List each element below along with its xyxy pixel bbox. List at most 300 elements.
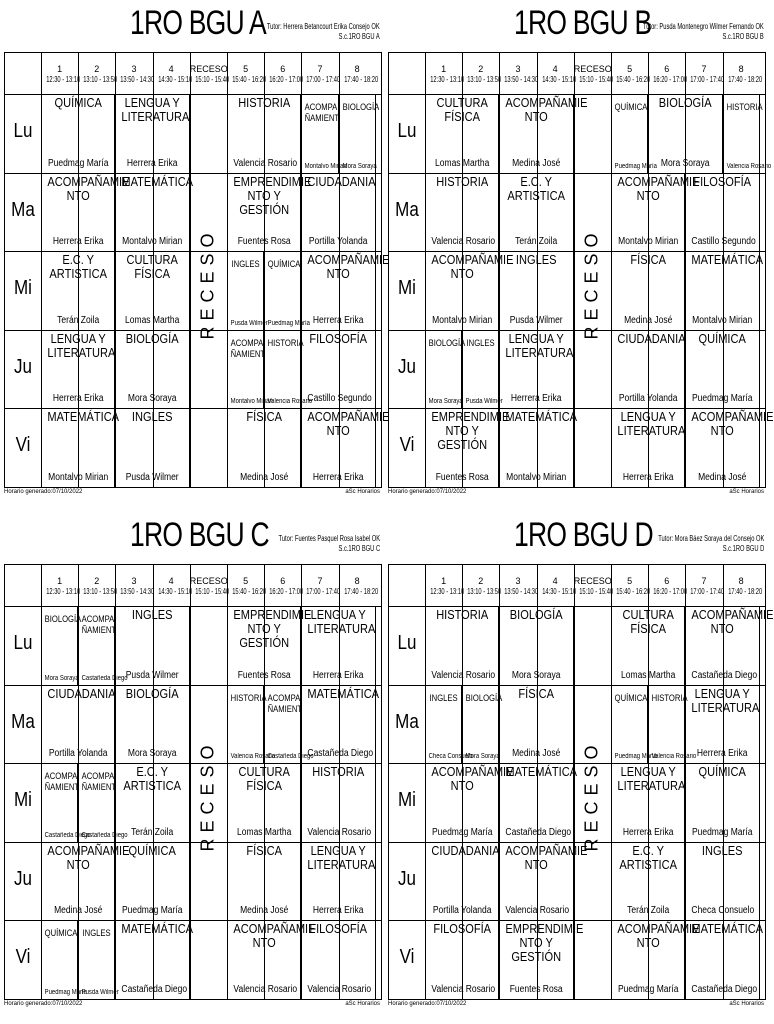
subject-name: FÍSICA: [518, 685, 555, 701]
lesson-cell[interactable]: [115, 251, 189, 330]
period-time: 13:50 - 14:30: [504, 587, 539, 596]
subject-name: QUÍMICA: [698, 330, 747, 346]
tutor-name: Tutor: Mora Báez Soraya del Consejo OK: [657, 534, 764, 543]
subject-name: EMPRENDIMIE NTO Y GESTIÓN: [431, 409, 510, 453]
period-number: 4: [168, 64, 174, 74]
lesson-cell[interactable]: [227, 330, 273, 409]
period-time: 14:30 - 15:10: [541, 75, 576, 84]
lesson-cell[interactable]: [41, 173, 130, 252]
lesson-cell[interactable]: [227, 763, 301, 842]
teacher-name: Pusda Wilmer: [81, 988, 119, 996]
lesson-cell[interactable]: [301, 685, 380, 764]
period-number: 6: [664, 576, 670, 586]
period-time: 17:00 - 17:40: [690, 587, 725, 596]
period-number: 3: [131, 64, 137, 74]
lesson-cell[interactable]: [611, 94, 657, 173]
lesson-cell[interactable]: [339, 94, 379, 173]
subject-name: QUÍMICA: [614, 692, 648, 703]
subject-name: HISTORIA: [436, 173, 489, 189]
lesson-cell[interactable]: [264, 330, 313, 409]
teacher-name: Mora Soraya: [465, 753, 500, 761]
period-number: 6: [280, 64, 286, 74]
period-number: 2: [478, 576, 484, 586]
period-number: 4: [552, 576, 558, 586]
teacher-name: Lomas Martha: [237, 826, 292, 838]
subject-name: ACOMPAÑAMIE NTO: [431, 764, 514, 794]
day-label: Ma: [395, 198, 419, 221]
subject-name: CULTURA FÍSICA: [238, 764, 290, 794]
lesson-cell[interactable]: [499, 330, 573, 409]
day-label: Mi: [398, 789, 416, 812]
teacher-name: Fuentes Rosa: [237, 669, 291, 681]
lesson-cell[interactable]: [425, 173, 499, 252]
day-label: Vi: [399, 946, 415, 969]
period-time: 15:40 - 16:20: [232, 75, 267, 84]
period-number: RECESO: [189, 64, 228, 74]
teacher-name: Herrera Erika: [622, 826, 674, 838]
lesson-cell[interactable]: [115, 920, 194, 999]
teacher-name: Herrera Erika: [511, 393, 562, 405]
teacher-name: Puedmag María: [614, 162, 657, 170]
lesson-cell[interactable]: [115, 763, 189, 842]
receso-label: RECESO: [197, 226, 218, 339]
period-number: 7: [701, 64, 707, 74]
lesson-cell[interactable]: [685, 606, 774, 685]
teacher-name: Herrera Erika: [127, 157, 178, 169]
day-label: Lu: [13, 120, 33, 142]
subject-name: INGLES: [702, 842, 743, 858]
subject-name: ACOMPAÑAMIE NTO: [505, 842, 588, 872]
period-time: 17:40 - 18:20: [343, 587, 378, 596]
subject-name: QUÍMICA: [44, 928, 78, 939]
teacher-name: Puedmag María: [47, 157, 109, 169]
period-number: 1: [441, 576, 447, 586]
lesson-cell[interactable]: [685, 920, 764, 999]
subject-name: ACOMPAÑAMIE NTO: [617, 173, 700, 203]
lesson-cell[interactable]: [611, 251, 685, 330]
subject-name: E.C. Y ARTISTICA: [619, 842, 677, 872]
lesson-cell[interactable]: [425, 685, 473, 764]
teacher-name: Valencia Rosario: [505, 905, 570, 917]
teacher-name: Portilla Yolanda: [618, 393, 678, 405]
lesson-cell[interactable]: [611, 173, 700, 252]
day-label: Lu: [397, 120, 417, 142]
subject-name: ACOMPAÑAMIE NTO: [691, 607, 774, 636]
teacher-name: Castillo Segundo: [307, 393, 373, 405]
lesson-cell[interactable]: [425, 763, 514, 842]
teacher-name: Puedmag María: [431, 826, 493, 838]
tutor-info: [643, 22, 764, 42]
subject-name: HISTORIA: [267, 337, 304, 348]
room-label: S.c.1RO BGU A: [339, 32, 380, 41]
lesson-cell[interactable]: [648, 94, 722, 173]
lesson-cell[interactable]: [611, 685, 657, 764]
lesson-cell[interactable]: [115, 330, 189, 409]
subject-name: ACOMPA ÑAMIENT: [81, 614, 117, 635]
subject-name: LENGUA Y LITERATURA: [617, 409, 686, 439]
teacher-name: Pusda Wilmer: [126, 669, 180, 681]
subject-name: E.C. Y ARTISTICA: [49, 252, 107, 282]
teacher-name: Castañeda Diego: [691, 669, 758, 681]
teacher-name: Terán Zoila: [515, 236, 558, 248]
lesson-cell[interactable]: [425, 408, 510, 487]
subject-name: CIUDADANIA: [47, 685, 116, 701]
teacher-name: Portilla Yolanda: [48, 748, 108, 760]
lesson-cell[interactable]: [499, 94, 588, 173]
lesson-cell[interactable]: [301, 94, 348, 173]
subject-name: BIOLOGÍA: [465, 692, 503, 703]
teacher-name: Montalvo Mirian: [230, 398, 273, 406]
teacher-name: Valencia Rosario: [431, 669, 496, 681]
subject-name: QUÍMICA: [698, 764, 747, 780]
lesson-cell[interactable]: [685, 842, 759, 921]
lesson-cell[interactable]: [227, 173, 312, 252]
lesson-cell[interactable]: [499, 251, 573, 330]
lesson-cell[interactable]: [227, 842, 301, 921]
lesson-cell[interactable]: [301, 763, 375, 842]
subject-name: INGLES: [82, 928, 111, 939]
lesson-cell[interactable]: [425, 842, 499, 921]
teacher-name: Medina José: [698, 471, 747, 483]
period-time: 15:40 - 16:20: [232, 587, 267, 596]
subject-name: ACOMPA ÑAMIENT: [44, 771, 80, 793]
period-time: 16:20 - 17:00: [653, 75, 688, 84]
lesson-cell[interactable]: [78, 920, 119, 999]
day-label: Vi: [15, 946, 31, 969]
subject-name: MATEMÁTICA: [505, 764, 578, 780]
subject-name: CULTURA FÍSICA: [436, 95, 488, 124]
lesson-cell[interactable]: [611, 920, 700, 999]
period-time: 13:10 - 13:50: [467, 587, 502, 596]
lesson-cell[interactable]: [227, 685, 276, 764]
period-time: 12:30 - 13:10: [430, 587, 465, 596]
period-time: 12:30 - 13:10: [430, 75, 465, 84]
period-time: 12:30 - 13:10: [46, 75, 81, 84]
period-time: 13:50 - 14:30: [120, 587, 155, 596]
teacher-name: Medina José: [512, 748, 561, 760]
lesson-cell[interactable]: [425, 330, 466, 409]
teacher-name: Valencia Rosario: [307, 983, 372, 995]
subject-name: CIUDADANIA: [617, 330, 686, 346]
teacher-name: Montalvo Mirian: [692, 314, 753, 326]
subject-name: INGLES: [132, 409, 173, 425]
day-label: Ma: [395, 710, 419, 733]
lesson-cell[interactable]: [499, 763, 578, 842]
lesson-cell[interactable]: [227, 94, 301, 173]
teacher-name: Mora Soraya: [661, 157, 710, 169]
lesson-cell[interactable]: [685, 685, 759, 764]
day-label: Mi: [14, 789, 32, 812]
period-number: 5: [243, 64, 249, 74]
subject-name: FILOSOFÍA: [693, 173, 752, 189]
timetable-grid: [4, 564, 382, 1000]
subject-name: LENGUA Y LITERATURA: [307, 842, 376, 872]
subject-name: FILOSOFÍA: [433, 921, 492, 937]
footer-generated: Horario generado:07/10/2022: [388, 489, 467, 495]
teacher-name: Puedmag María: [44, 988, 87, 996]
period-time: 17:40 - 18:20: [727, 75, 762, 84]
lesson-cell[interactable]: [41, 842, 130, 921]
period-number: 5: [627, 576, 633, 586]
subject-name: BIOLOGÍA: [44, 614, 82, 624]
lesson-cell[interactable]: [611, 330, 685, 409]
tutor-name: Tutor: Fuentes Pasquel Rosa Isabel OK: [278, 534, 380, 543]
subject-name: ACOMPA ÑAMIENT: [267, 692, 303, 714]
lesson-cell[interactable]: [611, 842, 685, 921]
lesson-cell[interactable]: [41, 606, 82, 685]
footer-generated: Horario generado:07/10/2022: [4, 1001, 83, 1007]
subject-name: MATEMÁTICA: [691, 252, 764, 268]
schedule-0: [0, 0, 390, 512]
subject-name: BIOLOGÍA: [342, 102, 379, 112]
period-time: 16:20 - 17:00: [653, 587, 688, 596]
lesson-cell[interactable]: [499, 842, 588, 921]
subject-name: MATEMÁTICA: [47, 409, 120, 425]
lesson-cell[interactable]: [499, 173, 573, 252]
lesson-cell[interactable]: [611, 408, 685, 487]
lesson-cell[interactable]: [78, 763, 128, 842]
teacher-name: Medina José: [240, 905, 289, 917]
subject-name: E.C. Y ARTISTICA: [507, 173, 566, 203]
lesson-cell[interactable]: [611, 763, 685, 842]
tutor-info: [267, 22, 380, 42]
schedule-2: [0, 512, 384, 1024]
day-label: Mi: [398, 277, 416, 300]
lesson-cell[interactable]: [41, 763, 91, 842]
footer-generated: Horario generado:07/10/2022: [388, 1001, 467, 1007]
lesson-cell[interactable]: [41, 920, 87, 999]
lesson-cell[interactable]: [685, 251, 764, 330]
subject-name: HISTORIA: [238, 95, 291, 110]
lesson-cell[interactable]: [264, 251, 311, 330]
teacher-name: Pusda Wilmer: [126, 471, 180, 483]
teacher-name: Castañeda Diego: [44, 831, 91, 839]
lesson-cell[interactable]: [462, 685, 503, 764]
teacher-name: Checa Consuelo: [428, 753, 473, 761]
subject-name: INGLES: [466, 337, 495, 348]
lesson-cell[interactable]: [41, 94, 115, 173]
schedule-title: 1RO BGU C: [130, 516, 269, 554]
lesson-cell[interactable]: [723, 94, 771, 173]
subject-name: ACOMPAÑAMIE NTO: [47, 842, 130, 872]
teacher-name: Terán Zoila: [627, 905, 670, 917]
period-time: 13:10 - 13:50: [83, 587, 118, 596]
subject-name: MATEMÁTICA: [121, 173, 194, 189]
teacher-name: Puedmag María: [614, 753, 657, 761]
teacher-name: Mora Soraya: [428, 398, 463, 406]
teacher-name: Medina José: [624, 314, 673, 326]
lesson-cell[interactable]: [425, 606, 499, 685]
tutor-name: Tutor: Pusda Montenegro Wilmer Fernando OK: [643, 22, 764, 31]
subject-name: HISTORIA: [436, 607, 489, 622]
subject-name: QUÍMICA: [267, 259, 301, 270]
subject-name: MATEMÁTICA: [691, 921, 764, 937]
subject-name: ACOMPAÑAMIE NTO: [431, 252, 514, 282]
teacher-name: Puedmag María: [267, 319, 311, 327]
subject-name: ACOMPAÑAMIE NTO: [691, 409, 774, 439]
lesson-cell[interactable]: [685, 330, 759, 409]
lesson-cell[interactable]: [41, 408, 120, 487]
period-time: 13:10 - 13:50: [467, 75, 502, 84]
subject-name: QUÍMICA: [54, 95, 102, 110]
lesson-cell[interactable]: [41, 685, 115, 764]
lesson-cell[interactable]: [115, 94, 189, 173]
lesson-cell[interactable]: [499, 685, 573, 764]
teacher-name: Montalvo Mirian: [432, 314, 493, 326]
subject-name: MATEMÁTICA: [307, 685, 380, 701]
lesson-cell[interactable]: [264, 685, 314, 764]
subject-name: BIOLOGÍA: [510, 607, 563, 622]
period-number: RECESO: [573, 64, 612, 74]
timetable-grid: [388, 564, 774, 1000]
period-time: 15:10 - 15:40: [195, 587, 229, 596]
subject-name: BIOLOGÍA: [658, 95, 712, 110]
lesson-cell[interactable]: [115, 685, 189, 764]
teacher-name: Herrera Erika: [313, 471, 364, 483]
lesson-cell[interactable]: [685, 763, 759, 842]
subject-name: QUÍMICA: [128, 842, 177, 858]
footer-software: aSc Horarios: [729, 1001, 764, 1007]
period-time: 17:00 - 17:40: [306, 75, 341, 84]
period-time: 15:10 - 15:40: [195, 75, 229, 84]
lesson-cell[interactable]: [41, 251, 115, 330]
lesson-cell[interactable]: [41, 330, 115, 409]
period-number: 4: [168, 576, 174, 586]
lesson-cell[interactable]: [685, 173, 759, 252]
period-number: 1: [57, 576, 63, 586]
subject-name: ACOMPAÑAMIE NTO: [233, 921, 316, 951]
lesson-cell[interactable]: [227, 920, 316, 999]
subject-name: ACOMPA ÑAMIENT: [305, 102, 340, 123]
period-number: RECESO: [573, 576, 612, 586]
teacher-name: Herrera Erika: [52, 393, 104, 405]
lesson-cell[interactable]: [301, 842, 375, 921]
period-number: 3: [515, 576, 521, 586]
teacher-name: Valencia Rosario: [233, 983, 298, 995]
day-label: Ju: [398, 867, 416, 890]
subject-name: ACOMPAÑAMIE NTO: [505, 95, 588, 124]
period-time: 13:50 - 14:30: [120, 75, 155, 84]
period-number: 2: [94, 64, 100, 74]
teacher-name: Medina José: [512, 157, 561, 169]
lesson-cell[interactable]: [227, 408, 301, 487]
lesson-cell[interactable]: [462, 330, 503, 409]
teacher-name: Valencia Rosario: [651, 753, 697, 761]
teacher-name: Puedmag María: [122, 905, 183, 917]
schedule-1: [384, 0, 774, 512]
subject-name: CULTURA FÍSICA: [126, 252, 179, 282]
subject-name: FILOSOFÍA: [309, 330, 368, 346]
lesson-cell[interactable]: [115, 173, 194, 252]
period-number: 3: [515, 64, 521, 74]
teacher-name: Terán Zoila: [131, 826, 174, 838]
period-time: 14:30 - 15:10: [157, 587, 192, 596]
lesson-cell[interactable]: [301, 330, 375, 409]
subject-name: LENGUA Y LITERATURA: [47, 330, 116, 360]
period-number: 3: [131, 576, 137, 586]
subject-name: INGLES: [429, 692, 458, 703]
lesson-cell[interactable]: [425, 920, 499, 999]
lesson-cell[interactable]: [611, 606, 685, 685]
teacher-name: Fuentes Rosa: [435, 471, 489, 483]
schedule-title: 1RO BGU B: [514, 4, 652, 42]
period-number: 2: [94, 576, 100, 586]
period-time: 14:30 - 15:10: [157, 75, 192, 84]
period-time: 15:40 - 16:20: [616, 587, 651, 596]
lesson-cell[interactable]: [425, 94, 499, 173]
lesson-cell[interactable]: [115, 606, 189, 685]
subject-name: HISTORIA: [230, 692, 267, 703]
subject-name: FÍSICA: [630, 252, 666, 268]
lesson-cell[interactable]: [301, 606, 375, 685]
subject-name: INGLES: [132, 607, 173, 622]
lesson-cell[interactable]: [499, 606, 573, 685]
day-label: Vi: [399, 434, 415, 457]
teacher-name: Valencia Rosario: [267, 398, 313, 406]
room-label: S.c.1RO BGU B: [722, 32, 764, 41]
teacher-name: Herrera Erika: [313, 905, 364, 917]
subject-name: QUÍMICA: [614, 102, 648, 112]
teacher-name: Castañeda Diego: [81, 674, 128, 682]
lesson-cell[interactable]: [499, 408, 578, 487]
lesson-cell[interactable]: [648, 685, 697, 764]
teacher-name: Castañeda Diego: [505, 826, 572, 838]
subject-name: BIOLOGÍA: [126, 330, 179, 346]
teacher-name: Montalvo Mirian: [305, 162, 348, 170]
period-time: 15:40 - 16:20: [616, 75, 651, 84]
period-number: 8: [738, 64, 744, 74]
teacher-name: Valencia Rosario: [726, 162, 771, 170]
teacher-name: Mora Soraya: [128, 748, 177, 760]
lesson-cell[interactable]: [685, 408, 774, 487]
footer-software: aSc Horarios: [345, 489, 380, 495]
teacher-name: Montalvo Mirian: [48, 471, 109, 483]
subject-name: CIUDADANIA: [431, 842, 500, 858]
lesson-cell[interactable]: [227, 251, 268, 330]
subject-name: BIOLOGÍA: [126, 685, 179, 701]
lesson-cell[interactable]: [115, 408, 189, 487]
period-number: 8: [738, 576, 744, 586]
lesson-cell[interactable]: [425, 251, 514, 330]
lesson-cell[interactable]: [227, 606, 312, 685]
subject-name: E.C. Y ARTISTICA: [123, 764, 182, 794]
lesson-cell[interactable]: [78, 606, 128, 685]
lesson-cell[interactable]: [301, 408, 390, 487]
subject-name: LENGUA Y LITERATURA: [307, 607, 376, 636]
day-label: Lu: [13, 632, 33, 654]
teacher-name: Castañeda Diego: [121, 983, 188, 995]
subject-name: ACOMPAÑAMIE NTO: [307, 409, 390, 439]
subject-name: INGLES: [231, 259, 260, 270]
day-label: Ju: [398, 355, 416, 378]
period-time: 15:10 - 15:40: [579, 75, 613, 84]
lesson-cell[interactable]: [301, 173, 375, 252]
lesson-cell[interactable]: [301, 920, 375, 999]
lesson-cell[interactable]: [499, 920, 584, 999]
lesson-cell[interactable]: [301, 251, 390, 330]
subject-name: FÍSICA: [246, 842, 282, 858]
teacher-name: Castañeda Diego: [691, 983, 758, 995]
room-label: S.c.1RO BGU C: [338, 544, 380, 553]
subject-name: CIUDADANIA: [307, 173, 376, 189]
teacher-name: Castañeda Diego: [81, 831, 128, 839]
receso-label: RECESO: [197, 738, 218, 851]
lesson-cell[interactable]: [115, 842, 189, 921]
period-number: 7: [701, 576, 707, 586]
period-time: 16:20 - 17:00: [269, 75, 304, 84]
schedule-title: 1RO BGU D: [514, 516, 653, 554]
period-number: 2: [478, 64, 484, 74]
